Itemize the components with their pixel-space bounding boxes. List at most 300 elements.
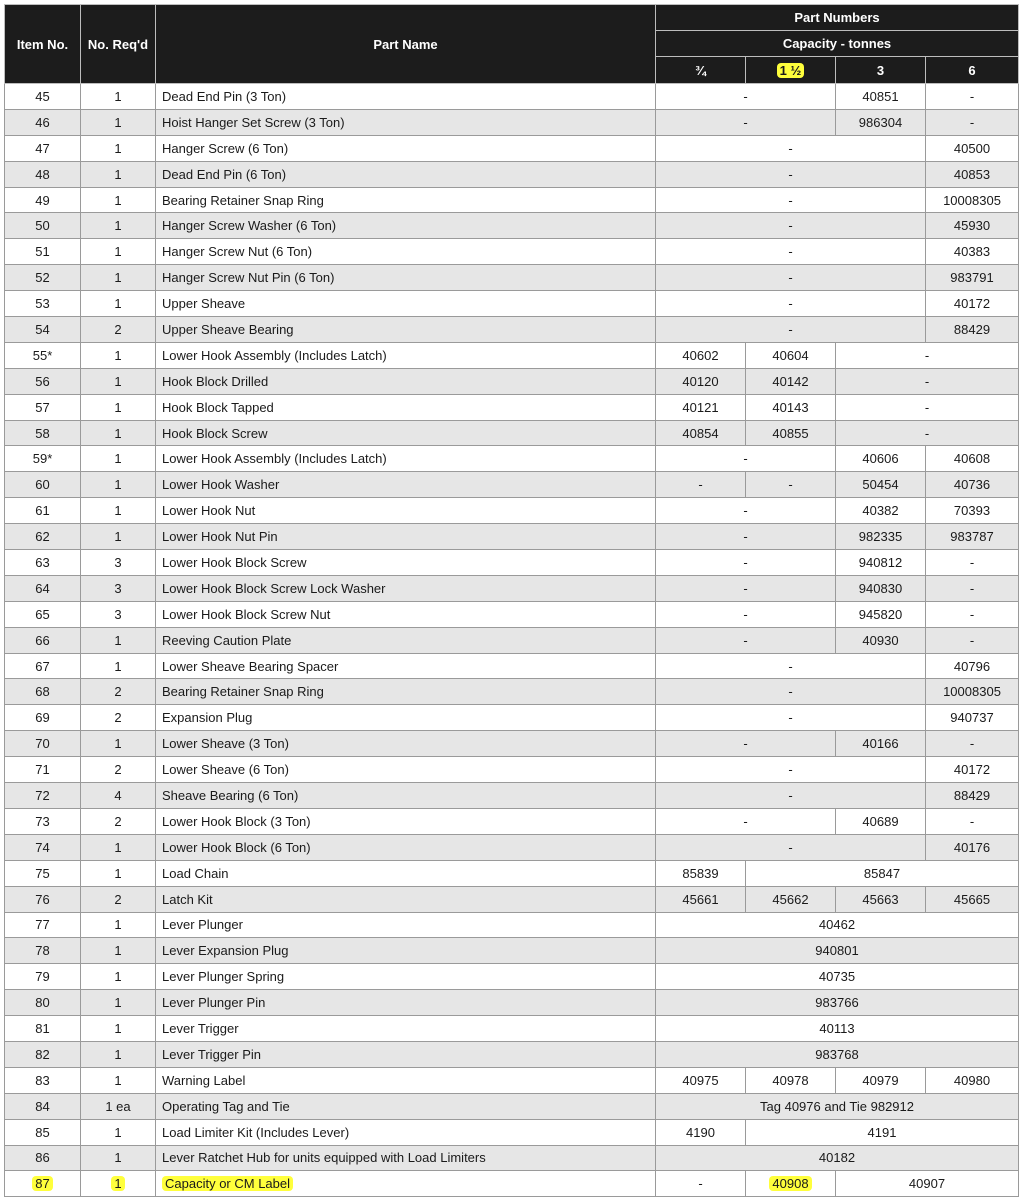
no-reqd-cell: [81, 1171, 156, 1197]
part-name-cell-text: Lever Trigger Pin: [162, 1046, 261, 1062]
part-number-cell: [926, 575, 1019, 601]
part-number-cell-text: -: [788, 140, 793, 156]
no-reqd-cell-text: 3: [114, 606, 122, 622]
no-reqd-cell: [81, 653, 156, 679]
item-no-cell-text: 77: [35, 917, 50, 933]
no-reqd-cell-text: 1: [114, 943, 122, 959]
part-name-cell-text: Lower Hook Block Screw Nut: [162, 606, 331, 622]
part-number-cell-text: -: [969, 88, 975, 104]
part-number-cell: [656, 627, 836, 653]
table-row: [5, 808, 1019, 834]
part-name-cell: [156, 886, 656, 912]
part-name-cell: [156, 265, 656, 291]
part-number-cell-text: 40172: [953, 762, 991, 778]
part-number-cell: [746, 1171, 836, 1197]
part-number-cell-text: 40796: [953, 658, 991, 674]
part-number-cell: [926, 783, 1019, 809]
table-row: [5, 394, 1019, 420]
no-reqd-cell-text: 1: [114, 1046, 122, 1062]
part-name-cell: [156, 213, 656, 239]
part-number-cell: [836, 420, 1019, 446]
no-reqd-cell-text: 4: [114, 787, 122, 803]
part-number-cell-text: 4191: [867, 1124, 897, 1140]
no-reqd-cell: [81, 394, 156, 420]
no-reqd-cell-text: 1: [114, 658, 122, 674]
part-name-cell: [156, 135, 656, 161]
table-row: [5, 239, 1019, 265]
table-row: [5, 472, 1019, 498]
no-reqd-cell: [81, 964, 156, 990]
part-number-cell: [746, 472, 836, 498]
part-number-cell-text: 40689: [862, 813, 899, 829]
no-reqd-cell: [81, 187, 156, 213]
part-numbers-header: Part Numbers: [656, 5, 1019, 31]
part-number-cell-text: -: [788, 658, 793, 674]
item-no-cell-text: 75: [35, 865, 50, 881]
part-number-cell-text: -: [743, 606, 748, 622]
item-no-cell: [5, 342, 81, 368]
no-reqd-cell: [81, 239, 156, 265]
part-number-cell: [836, 84, 926, 110]
part-number-cell: [836, 601, 926, 627]
part-number-cell-text: 40608: [953, 451, 991, 467]
table-row: [5, 498, 1019, 524]
no-reqd-cell-text: 1: [114, 477, 122, 493]
part-name-cell: [156, 187, 656, 213]
part-number-cell-text: 85839: [682, 865, 719, 881]
part-number-cell: [926, 239, 1019, 265]
part-name-cell: [156, 783, 656, 809]
part-name-cell: [156, 860, 656, 886]
no-reqd-cell: [81, 627, 156, 653]
part-number-cell: [746, 342, 836, 368]
part-number-cell-text: -: [743, 529, 748, 545]
part-number-cell-text: 983791: [950, 270, 994, 286]
item-no-cell-text: 87: [32, 1176, 52, 1191]
no-reqd-cell-text: 1: [114, 296, 122, 312]
no-reqd-cell-text: 1: [114, 425, 122, 441]
part-number-cell-text: 85847: [863, 865, 901, 881]
part-number-cell-text: 50454: [862, 477, 899, 493]
part-number-cell-text: 40855: [772, 425, 809, 441]
part-number-cell-text: -: [698, 477, 703, 493]
part-number-cell: [656, 368, 746, 394]
part-number-cell: [656, 265, 926, 291]
item-no-cell: [5, 1093, 81, 1119]
table-row: [5, 731, 1019, 757]
part-name-cell-text: Hanger Screw (6 Ton): [162, 140, 289, 156]
part-number-cell-text: -: [969, 813, 975, 829]
no-reqd-cell: [81, 1041, 156, 1067]
item-no-cell: [5, 1119, 81, 1145]
item-no-cell-text: 54: [35, 321, 50, 337]
table-row: [5, 783, 1019, 809]
part-name-cell-text: Lower Sheave (6 Ton): [162, 762, 289, 778]
part-number-cell-text: 40113: [819, 1021, 855, 1036]
part-number-cell: [656, 84, 836, 110]
item-no-cell: [5, 757, 81, 783]
part-name-cell: [156, 731, 656, 757]
no-reqd-cell: [81, 265, 156, 291]
part-name-cell: [156, 109, 656, 135]
part-name-cell: [156, 679, 656, 705]
item-no-cell: [5, 731, 81, 757]
part-number-cell-text: 10008305: [943, 684, 1001, 700]
part-name-cell-text: Hanger Screw Nut Pin (6 Ton): [162, 270, 335, 286]
table-row: [5, 679, 1019, 705]
item-no-cell-text: 49: [35, 192, 50, 208]
table-row: [5, 342, 1019, 368]
no-reqd-cell: [81, 524, 156, 550]
part-name-cell: [156, 601, 656, 627]
table-row: [5, 575, 1019, 601]
part-name-cell: [156, 420, 656, 446]
part-number-cell: [926, 705, 1019, 731]
no-reqd-cell: [81, 342, 156, 368]
part-number-cell-text: 40851: [862, 88, 899, 104]
part-number-cell-text: 40736: [953, 477, 991, 493]
part-number-cell: [656, 912, 1019, 938]
part-number-cell-text: -: [743, 813, 748, 829]
part-number-cell-text: -: [969, 606, 975, 622]
no-reqd-cell: [81, 679, 156, 705]
no-reqd-cell: [81, 1016, 156, 1042]
no-reqd-cell: [81, 109, 156, 135]
no-reqd-cell-text: 2: [114, 710, 122, 726]
table-row: [5, 446, 1019, 472]
no-reqd-cell: [81, 446, 156, 472]
part-number-cell: [926, 317, 1019, 343]
no-reqd-cell-text: 2: [114, 684, 122, 700]
part-number-cell: [656, 498, 836, 524]
no-reqd-cell: [81, 808, 156, 834]
part-number-cell-text: -: [788, 787, 793, 803]
part-number-cell: [746, 368, 836, 394]
part-number-cell-text: -: [788, 166, 793, 182]
part-number-cell-text: -: [969, 554, 975, 570]
part-name-cell: [156, 472, 656, 498]
item-no-cell-text: 83: [35, 1072, 50, 1088]
item-no-cell-text: 86: [35, 1150, 50, 1166]
part-number-cell: [926, 679, 1019, 705]
item-no-cell-text: 71: [35, 762, 50, 778]
item-no-cell-text: 66: [35, 632, 50, 648]
part-name-cell: [156, 446, 656, 472]
item-no-cell-text: 62: [35, 529, 50, 545]
capacity-col-one-half: [746, 57, 836, 84]
table-row: [5, 912, 1019, 938]
part-name-cell: [156, 653, 656, 679]
item-no-cell: [5, 317, 81, 343]
table-row: [5, 550, 1019, 576]
item-no-cell: [5, 239, 81, 265]
no-reqd-cell: [81, 601, 156, 627]
part-name-cell-text: Lower Hook Nut: [162, 503, 256, 519]
part-number-cell: [656, 1041, 1019, 1067]
part-number-cell: [836, 368, 1019, 394]
part-number-cell-text: -: [924, 399, 930, 415]
item-no-cell: [5, 420, 81, 446]
parts-list: [4, 4, 1018, 1197]
part-number-cell-text: -: [743, 451, 748, 467]
no-reqd-cell-text: 1: [114, 399, 122, 415]
part-name-cell: [156, 912, 656, 938]
part-name-cell-text: Lever Plunger Spring: [162, 969, 285, 985]
item-no-cell-text: 52: [35, 270, 50, 286]
part-number-cell-text: 983766: [815, 995, 859, 1011]
part-number-cell-text: -: [743, 88, 748, 104]
item-no-cell: [5, 938, 81, 964]
part-number-cell: [926, 109, 1019, 135]
no-reqd-cell-text: 1: [114, 451, 122, 467]
part-number-cell: [656, 731, 836, 757]
part-name-cell: [156, 1119, 656, 1145]
part-number-cell-text: 40980: [953, 1072, 991, 1088]
no-reqd-cell-text: 1: [114, 88, 122, 104]
no-reqd-cell-text: 1: [114, 192, 122, 208]
no-reqd-cell: [81, 472, 156, 498]
part-name-cell-text: Lever Ratchet Hub for units equipped with Load Limiters: [162, 1150, 486, 1166]
part-number-cell: [926, 834, 1019, 860]
part-name-cell: [156, 1041, 656, 1067]
part-number-cell-text: 40462: [818, 917, 856, 933]
part-number-cell: [656, 291, 926, 317]
part-number-cell: [746, 886, 836, 912]
part-name-cell: [156, 1067, 656, 1093]
part-name-cell-text: Hook Block Drilled: [162, 373, 269, 389]
no-reqd-cell-text: 1: [111, 1176, 124, 1191]
part-name-cell: [156, 394, 656, 420]
part-number-cell-text: -: [743, 554, 748, 570]
item-no-cell: [5, 1041, 81, 1067]
item-no-cell: [5, 834, 81, 860]
table-row: [5, 265, 1019, 291]
part-number-cell-text: -: [924, 425, 930, 441]
table-row: [5, 213, 1019, 239]
part-name-cell: [156, 317, 656, 343]
part-number-cell: [926, 161, 1019, 187]
capacity-col-three: [836, 57, 926, 84]
table-row: [5, 705, 1019, 731]
part-name-cell: [156, 161, 656, 187]
part-number-cell-text: 40120: [682, 373, 719, 389]
part-number-cell-text: 45663: [862, 891, 899, 907]
part-number-cell: [836, 446, 926, 472]
part-number-cell-text: -: [788, 839, 793, 855]
table-row: [5, 187, 1019, 213]
item-no-cell-text: 45: [35, 88, 50, 104]
part-number-cell-text: -: [788, 296, 793, 312]
no-reqd-cell: [81, 938, 156, 964]
part-number-cell: [746, 1119, 1019, 1145]
capacity-col-six: [926, 57, 1019, 84]
item-no-cell: [5, 964, 81, 990]
item-no-cell: [5, 187, 81, 213]
part-number-cell: [926, 84, 1019, 110]
part-name-cell: [156, 1171, 656, 1197]
item-no-cell: [5, 1067, 81, 1093]
no-reqd-cell: [81, 757, 156, 783]
no-reqd-cell-text: 1: [114, 114, 122, 130]
part-name-cell-text: Expansion Plug: [162, 710, 253, 726]
part-number-cell: [656, 886, 746, 912]
part-number-cell: [746, 420, 836, 446]
part-name-cell-text: Lower Hook Block (6 Ton): [162, 839, 311, 855]
part-number-cell: [836, 524, 926, 550]
table-row: [5, 938, 1019, 964]
item-no-cell: [5, 886, 81, 912]
no-reqd-cell-text: 1: [114, 347, 122, 363]
part-number-cell-text: 945820: [858, 606, 903, 622]
table-row: [5, 368, 1019, 394]
part-name-cell-text: Operating Tag and Tie: [162, 1098, 290, 1114]
part-number-cell: [656, 1016, 1019, 1042]
item-no-header: Item No.: [5, 5, 81, 84]
table-row: [5, 757, 1019, 783]
part-number-cell-text: 40975: [682, 1072, 719, 1088]
part-name-cell-text: Lower Hook Assembly (Includes Latch): [162, 451, 387, 467]
no-reqd-cell-text: 1: [114, 373, 122, 389]
table-row: [5, 990, 1019, 1016]
part-number-cell: [836, 886, 926, 912]
item-no-cell: [5, 912, 81, 938]
no-reqd-cell-text: 2: [114, 813, 122, 829]
part-number-cell-text: 40143: [772, 399, 809, 415]
part-number-cell-text: 940830: [858, 580, 903, 596]
part-number-cell-text: 40604: [772, 347, 809, 363]
table-row: [5, 1119, 1019, 1145]
part-number-cell: [656, 317, 926, 343]
part-number-cell: [926, 627, 1019, 653]
part-name-cell-text: Upper Sheave Bearing: [162, 321, 294, 337]
item-no-cell: [5, 368, 81, 394]
table-row: [5, 84, 1019, 110]
no-reqd-cell: [81, 420, 156, 446]
item-no-cell: [5, 550, 81, 576]
part-number-cell: [836, 1067, 926, 1093]
part-number-cell: [926, 446, 1019, 472]
part-number-cell: [656, 653, 926, 679]
part-name-cell-text: Lever Plunger Pin: [162, 995, 266, 1011]
part-number-cell: [836, 342, 1019, 368]
part-name-cell-text: Capacity or CM Label: [162, 1176, 293, 1191]
part-name-cell-text: Load Chain: [162, 865, 229, 881]
part-name-cell: [156, 705, 656, 731]
part-number-cell: [836, 575, 926, 601]
part-number-cell: [656, 213, 926, 239]
part-number-cell: [836, 394, 1019, 420]
item-no-cell-text: 65: [35, 606, 50, 622]
item-no-cell-text: 60: [35, 477, 50, 493]
item-no-cell-text: 80: [35, 995, 50, 1011]
capacity-header: Capacity - tonnes: [656, 31, 1019, 57]
table-row: [5, 601, 1019, 627]
part-number-cell-text: 40172: [953, 296, 991, 312]
no-reqd-cell: [81, 161, 156, 187]
item-no-cell: [5, 808, 81, 834]
part-number-cell-text: 940801: [815, 943, 859, 959]
capacity-label: ¾: [695, 62, 706, 78]
part-number-cell: [746, 394, 836, 420]
part-name-cell: [156, 342, 656, 368]
item-no-cell: [5, 1016, 81, 1042]
item-no-cell-text: 50: [35, 218, 50, 234]
part-number-cell-text: 40602: [682, 347, 719, 363]
no-reqd-cell-text: 1: [114, 166, 122, 182]
part-name-cell: [156, 1093, 656, 1119]
part-number-cell-text: 45661: [682, 891, 719, 907]
part-number-cell-text: 40382: [862, 503, 899, 519]
part-number-cell-text: -: [743, 736, 748, 752]
item-no-cell-text: 55*: [32, 347, 53, 363]
part-name-cell-text: Lever Expansion Plug: [162, 943, 289, 959]
part-name-header: Part Name: [156, 5, 656, 84]
no-reqd-cell: [81, 886, 156, 912]
part-name-cell-text: Lower Hook Block Screw: [162, 554, 307, 570]
part-number-cell: [656, 679, 926, 705]
part-name-cell: [156, 990, 656, 1016]
item-no-cell-text: 81: [35, 1021, 50, 1036]
part-number-cell-text: 10008305: [943, 192, 1001, 208]
table-row: [5, 135, 1019, 161]
part-name-cell: [156, 239, 656, 265]
part-number-cell: [926, 653, 1019, 679]
part-number-cell-text: -: [788, 270, 793, 286]
no-reqd-cell-text: 2: [114, 891, 122, 907]
item-no-cell-text: 56: [35, 373, 50, 389]
item-no-cell: [5, 394, 81, 420]
item-no-cell-text: 85: [35, 1124, 50, 1140]
part-number-cell: [836, 731, 926, 757]
part-name-cell-text: Lever Plunger: [162, 917, 243, 933]
item-no-cell: [5, 498, 81, 524]
no-reqd-cell-text: 1: [114, 1150, 122, 1166]
table-row: [5, 1093, 1019, 1119]
item-no-cell-text: 84: [35, 1098, 50, 1114]
part-name-cell-text: Lower Hook Nut Pin: [162, 529, 278, 545]
no-reqd-cell-text: 1: [114, 995, 122, 1011]
capacity-col-three-quarter: [656, 57, 746, 84]
part-name-cell: [156, 1145, 656, 1171]
part-number-cell: [926, 213, 1019, 239]
part-number-cell-text: -: [788, 762, 793, 778]
item-no-cell: [5, 109, 81, 135]
part-name-cell-text: Lower Hook Washer: [162, 477, 280, 493]
no-reqd-cell: [81, 860, 156, 886]
part-name-cell-text: Warning Label: [162, 1072, 246, 1088]
part-number-cell-text: 45930: [953, 218, 991, 234]
table-row: [5, 1171, 1019, 1197]
part-number-cell: [656, 1067, 746, 1093]
part-number-cell-text: 40176: [953, 839, 991, 855]
part-number-cell: [656, 783, 926, 809]
part-name-cell-text: Load Limiter Kit (Includes Lever): [162, 1124, 350, 1140]
part-name-cell-text: Lower Hook Block Screw Lock Washer: [162, 580, 386, 596]
part-number-cell: [656, 990, 1019, 1016]
part-number-cell: [926, 498, 1019, 524]
part-number-cell: [656, 394, 746, 420]
part-number-cell: [926, 731, 1019, 757]
item-no-cell-text: 82: [35, 1046, 50, 1062]
part-number-cell: [836, 109, 926, 135]
part-number-cell-text: 40166: [862, 736, 899, 752]
item-no-cell: [5, 213, 81, 239]
no-reqd-cell: [81, 498, 156, 524]
part-number-cell-text: 986304: [858, 114, 903, 130]
part-name-cell: [156, 524, 656, 550]
part-number-cell-text: Tag 40976 and Tie 982912: [760, 1098, 914, 1114]
part-number-cell-text: 40383: [953, 244, 991, 260]
